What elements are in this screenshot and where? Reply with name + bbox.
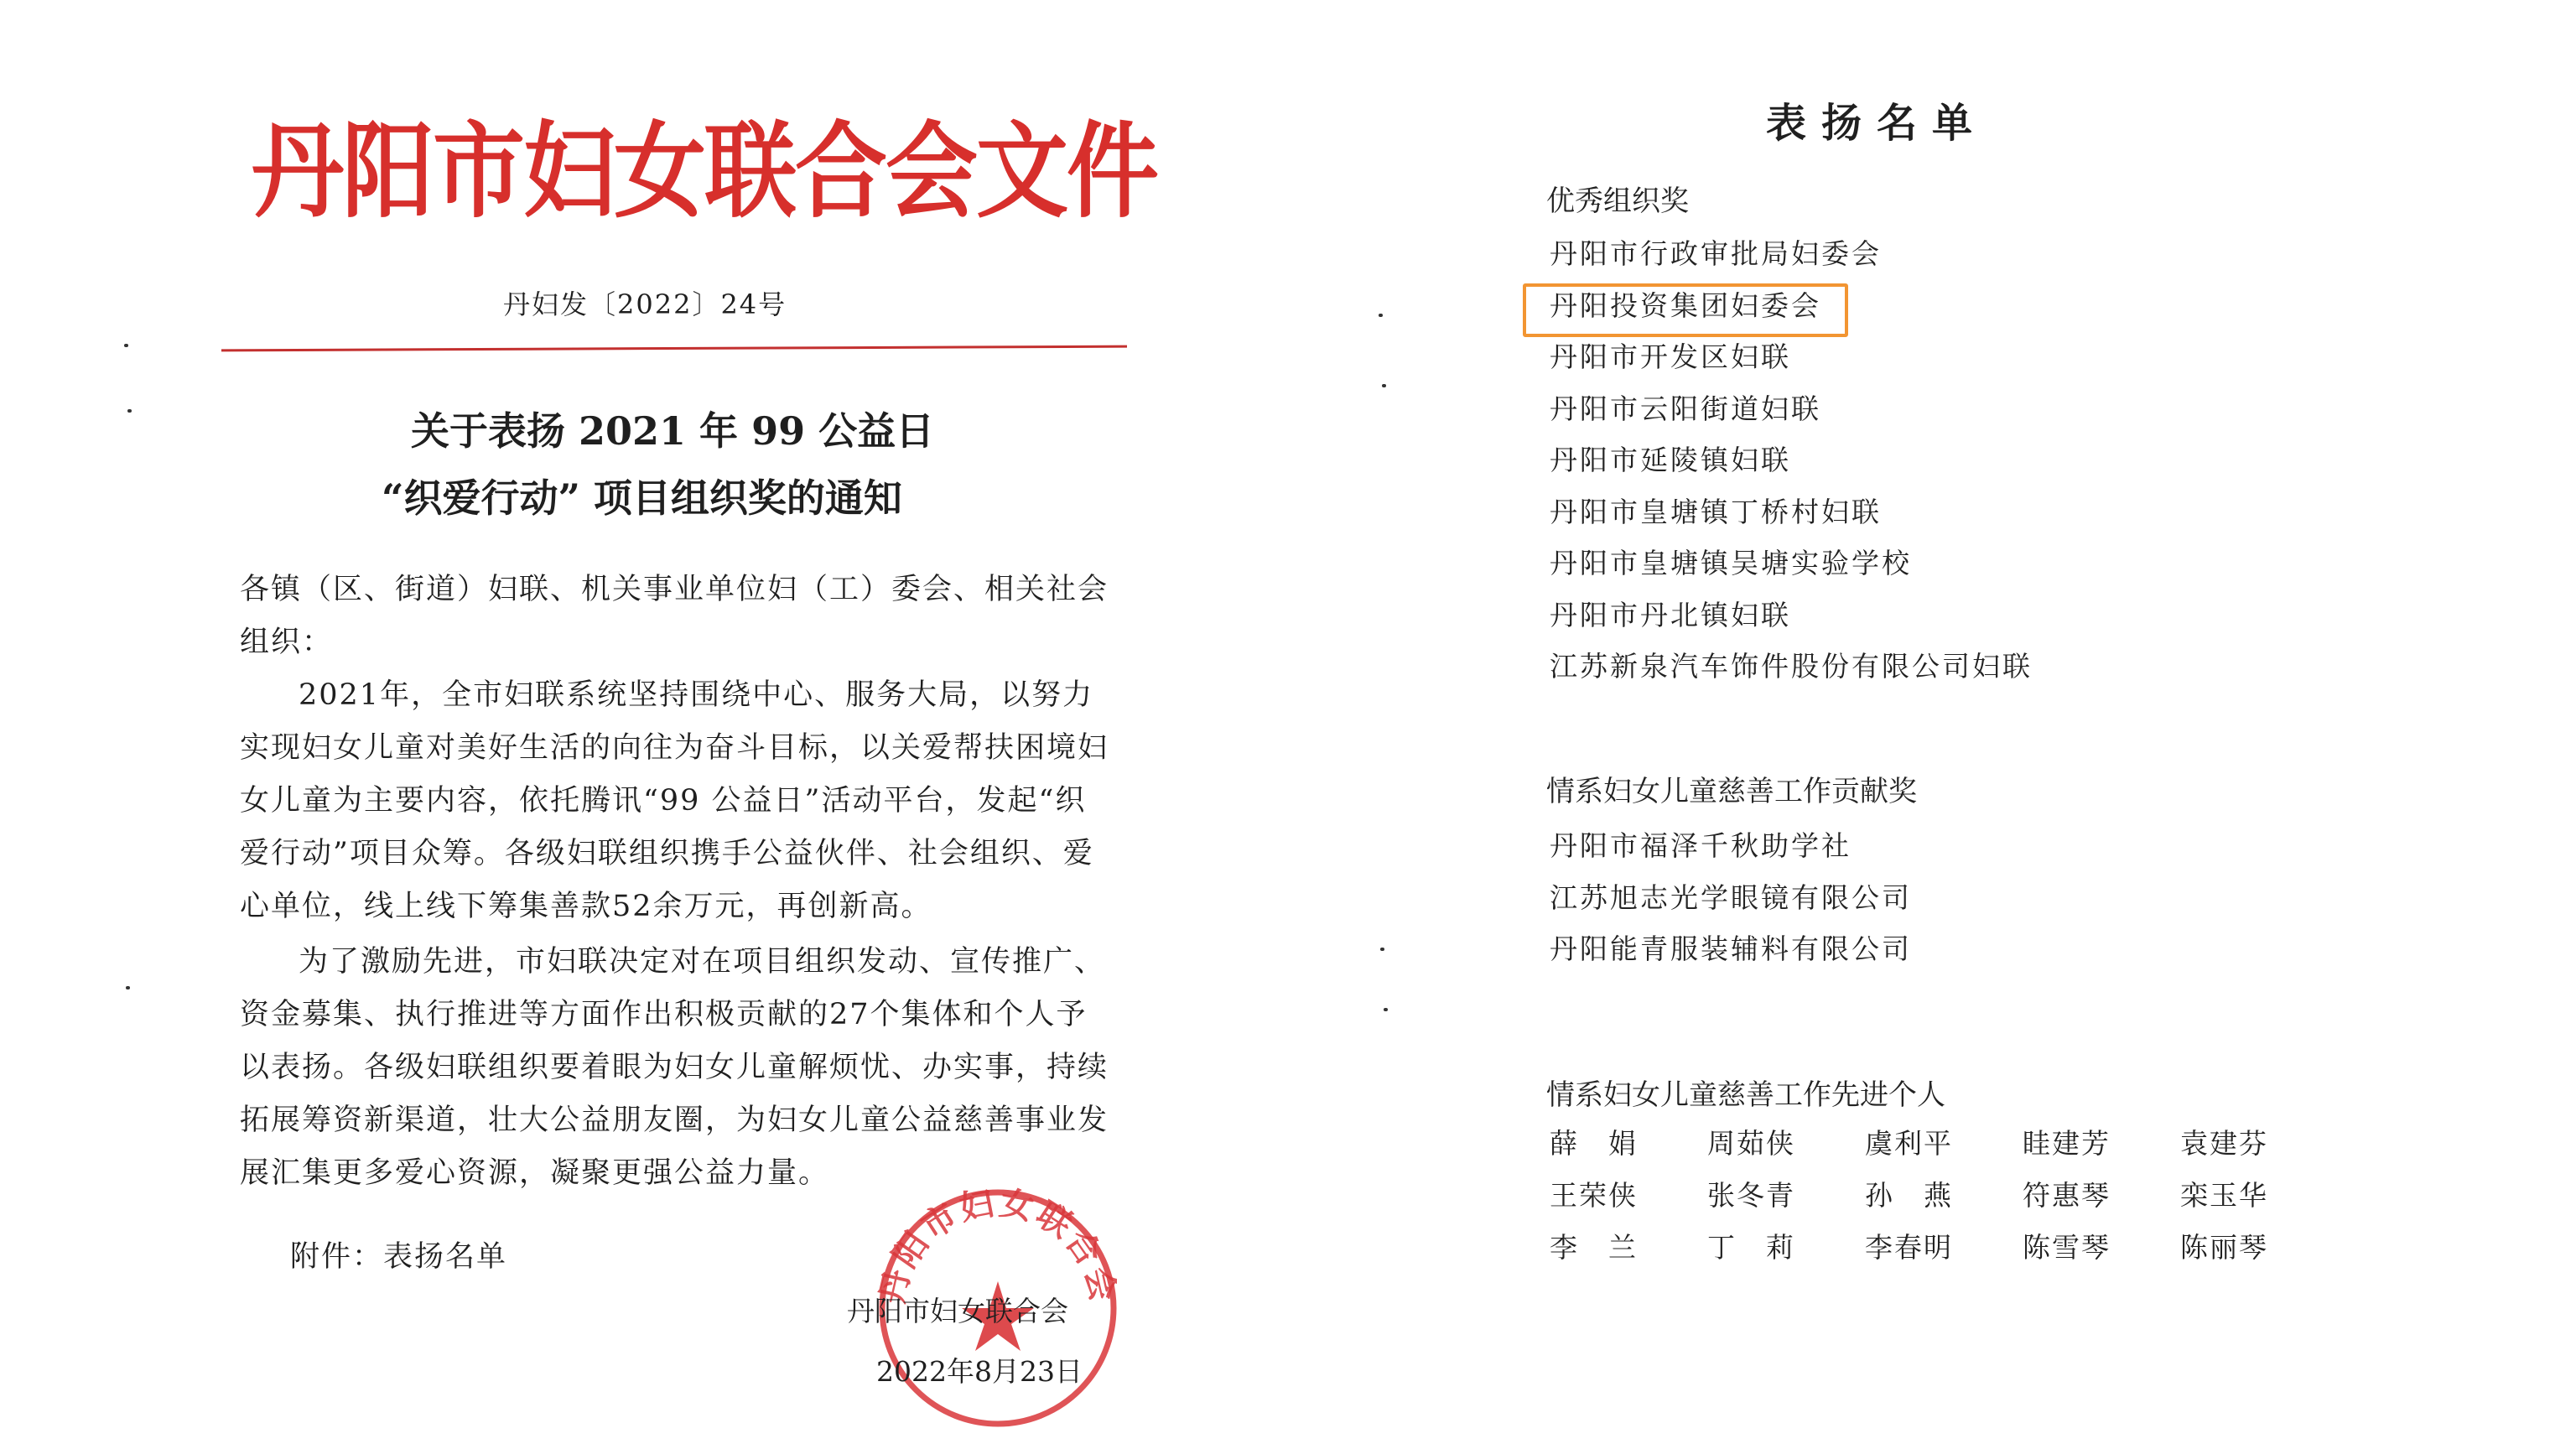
- red-divider-line: [221, 345, 1127, 352]
- list-item: 丹阳市开发区妇联: [1550, 340, 1791, 373]
- notice-title-line-2: “织爱行动” 项目组织奖的通知: [382, 475, 902, 521]
- list-item: 江苏旭志光学眼镜有限公司: [1550, 880, 1912, 914]
- scan-speck: [1380, 948, 1384, 951]
- person-name: 眭建芳: [2023, 1127, 2111, 1160]
- person-name: 袁建芬: [2180, 1127, 2268, 1160]
- document-number: 丹妇发〔2022〕24号: [503, 288, 787, 320]
- list-item: 江苏新泉汽车饰件股份有限公司妇联: [1550, 650, 2033, 683]
- scan-speck: [127, 409, 132, 413]
- svg-text:丹阳市妇女联合会: 丹阳市妇女联合会: [872, 1183, 1124, 1308]
- scan-speck: [124, 344, 128, 347]
- list-item: 丹阳市丹北镇妇联: [1550, 598, 1791, 631]
- commendation-list-page: [1288, 0, 2576, 1449]
- document-header: 丹阳市妇女联合会文件: [252, 110, 1157, 232]
- list-item: 丹阳市皇塘镇丁桥村妇联: [1550, 495, 1882, 528]
- person-name: 周茹侠: [1707, 1127, 1795, 1160]
- list-item: 丹阳市云阳街道妇联: [1550, 392, 1821, 425]
- issue-date: 2022年8月23日: [876, 1355, 1083, 1388]
- scan-speck: [1382, 384, 1386, 387]
- person-name: 虞利平: [1865, 1127, 1953, 1160]
- section-heading-organization-award: 优秀组织奖: [1546, 184, 1689, 218]
- scan-speck: [126, 986, 130, 989]
- person-name: 符惠琴: [2023, 1179, 2111, 1212]
- scan-speck: [1379, 314, 1383, 317]
- salutation: 各镇（区、街道）妇联、机关事业单位妇（工）委会、相关社会组织：: [240, 573, 1109, 659]
- section-heading-advanced-individuals: 情系妇女儿童慈善工作先进个人: [1546, 1078, 1945, 1112]
- person-name: 薛 娟: [1550, 1127, 1638, 1160]
- list-item: 丹阳市延陵镇妇联: [1550, 444, 1791, 476]
- person-name: 李春明: [1865, 1231, 1953, 1264]
- list-item: 丹阳能青服装辅料有限公司: [1550, 932, 1912, 965]
- person-name: 李 兰: [1550, 1231, 1638, 1264]
- list-item: 丹阳投资集团妇委会: [1550, 288, 1821, 322]
- person-name: 丁 莉: [1707, 1231, 1795, 1264]
- person-name: 张冬青: [1707, 1179, 1795, 1212]
- body-paragraph-2: 为了激励先进，市妇联决定对在项目组织发动、宣传推广、资金募集、执行推进等方面作出积极贡献的27个集体和个人予以表扬。各级妇联组织要着眼为妇女儿童解烦忧、办实事，持续拓展筹资新渠道，壮大公益朋友圈，为妇女儿童公益慈善事业发展汇集更多爱心资源，凝聚更强公益力量。: [240, 945, 1109, 1190]
- advanced-individuals-grid: [1550, 1122, 2355, 1278]
- issuer-name: 丹阳市妇女联合会: [847, 1295, 1068, 1327]
- person-name: 陈雪琴: [2023, 1231, 2111, 1264]
- person-name: 孙 燕: [1865, 1179, 1953, 1212]
- attachment-note: 附件：表扬名单: [290, 1240, 508, 1274]
- list-item: 丹阳市福泽千秋助学社: [1550, 829, 1852, 862]
- scan-speck: [1384, 1008, 1388, 1011]
- list-item: 丹阳市皇塘镇吴塘实验学校: [1550, 547, 1912, 579]
- person-name: 栾玉华: [2180, 1179, 2268, 1212]
- person-name: 陈丽琴: [2180, 1231, 2268, 1264]
- section-heading-contribution-award: 情系妇女儿童慈善工作贡献奖: [1546, 775, 1917, 808]
- list-item: 丹阳市行政审批局妇委会: [1550, 237, 1882, 270]
- notice-title-line-1: 关于表扬 2021 年 99 公益日: [411, 408, 935, 454]
- person-name: 王荣侠: [1550, 1179, 1638, 1212]
- list-title: 表扬名单: [1766, 100, 1988, 147]
- contribution-award-list: [1550, 820, 1912, 975]
- body-paragraph-1: 2021年，全市妇联系统坚持围绕中心、服务大局，以努力实现妇女儿童对美好生活的向往为奋斗目标，以关爱帮扶困境妇女儿童为主要内容，依托腾讯“99 公益日”活动平台，发起“织爱行动”项目众筹。各级妇联组织携手公益伙伴、社会组织、爱心单位，线上线下筹集善款52余万元，再创新高。: [240, 678, 1109, 923]
- highlight-box: [1523, 283, 1848, 337]
